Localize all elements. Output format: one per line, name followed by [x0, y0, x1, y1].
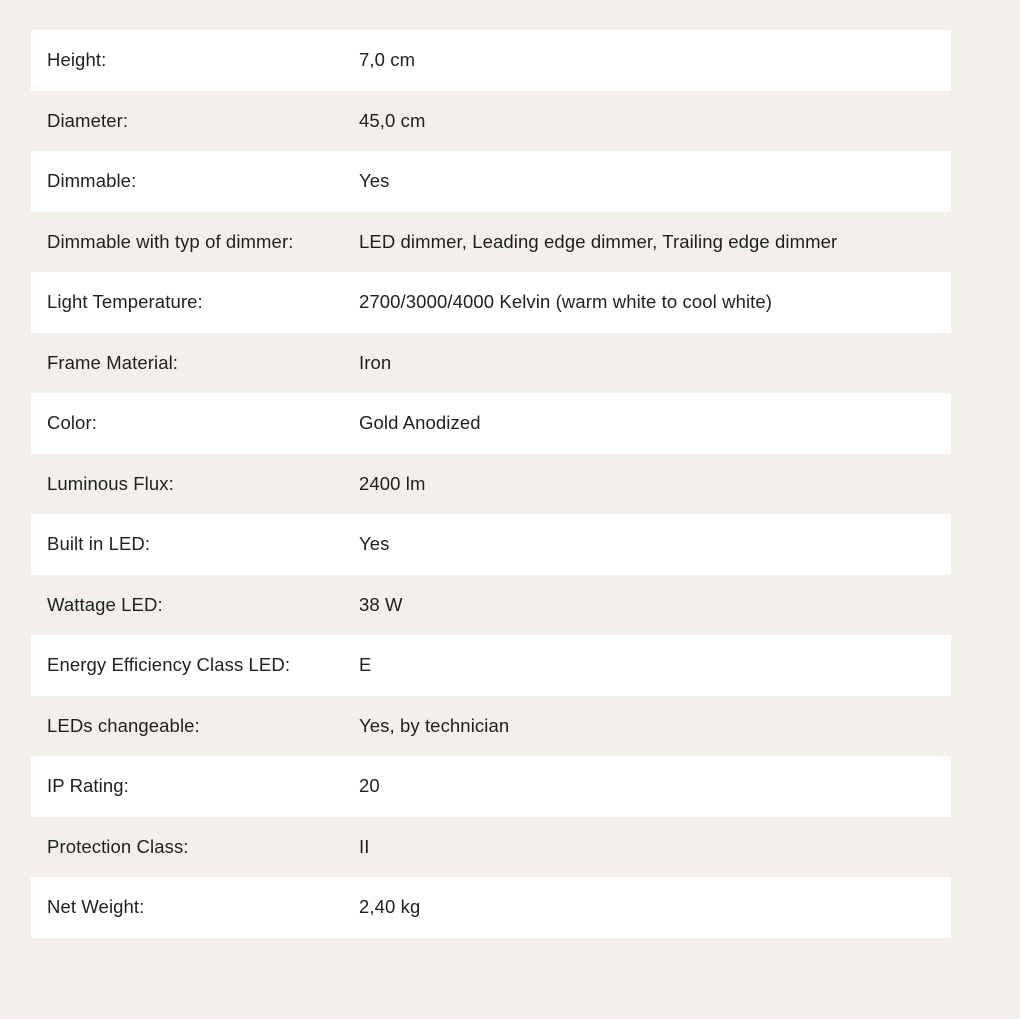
spec-value: Iron [359, 351, 392, 373]
spec-label: Light Temperature: [47, 291, 203, 313]
spec-value: Yes [359, 533, 390, 555]
spec-value: LED dimmer, Leading edge dimmer, Trailing edge dimmer [359, 230, 838, 252]
spec-value: 45,0 cm [359, 109, 426, 131]
spec-value: Yes [359, 170, 390, 192]
spec-row-leds-changeable [31, 696, 951, 757]
spec-row-protection-class [31, 817, 951, 878]
spec-value: 20 [359, 775, 380, 797]
spec-value: 7,0 cm [359, 49, 416, 71]
spec-label: LEDs changeable: [47, 714, 200, 736]
spec-label: Wattage LED: [47, 593, 163, 615]
spec-value: 2700/3000/4000 Kelvin (warm white to cool white) [359, 291, 773, 313]
spec-value: 2,40 kg [359, 896, 421, 918]
spec-label: Luminous Flux: [47, 472, 174, 494]
spec-label: Net Weight: [47, 896, 145, 918]
spec-value: II [359, 835, 370, 857]
spec-label: Frame Material: [47, 351, 179, 373]
spec-row-net-weight [31, 877, 951, 938]
spec-row-light-temperature [31, 272, 951, 333]
spec-row-color [31, 393, 951, 454]
spec-row-energy-class [31, 635, 951, 696]
spec-label: Dimmable: [47, 170, 137, 192]
spec-label: Height: [47, 49, 107, 71]
spec-row-dimmable [31, 151, 951, 212]
spec-value: E [359, 654, 372, 676]
spec-row-ip-rating [31, 756, 951, 817]
spec-value: 38 W [359, 593, 403, 615]
spec-row-diameter [31, 91, 951, 152]
spec-value: Yes, by technician [359, 714, 510, 736]
spec-row-wattage-led [31, 575, 951, 636]
specifications-table [31, 30, 951, 938]
spec-row-luminous-flux [31, 454, 951, 515]
spec-label: Color: [47, 412, 97, 434]
spec-label: Protection Class: [47, 835, 189, 857]
spec-row-dimmer-type [31, 212, 951, 273]
spec-label: Built in LED: [47, 533, 151, 555]
spec-label: Diameter: [47, 109, 129, 131]
spec-row-built-in-led [31, 514, 951, 575]
spec-label: Dimmable with typ of dimmer: [47, 230, 294, 252]
spec-row-height [31, 30, 951, 91]
spec-value: Gold Anodized [359, 412, 481, 434]
spec-label: Energy Efficiency Class LED: [47, 654, 291, 676]
spec-label: IP Rating: [47, 775, 129, 797]
spec-value: 2400 lm [359, 472, 426, 494]
spec-row-frame-material [31, 333, 951, 394]
